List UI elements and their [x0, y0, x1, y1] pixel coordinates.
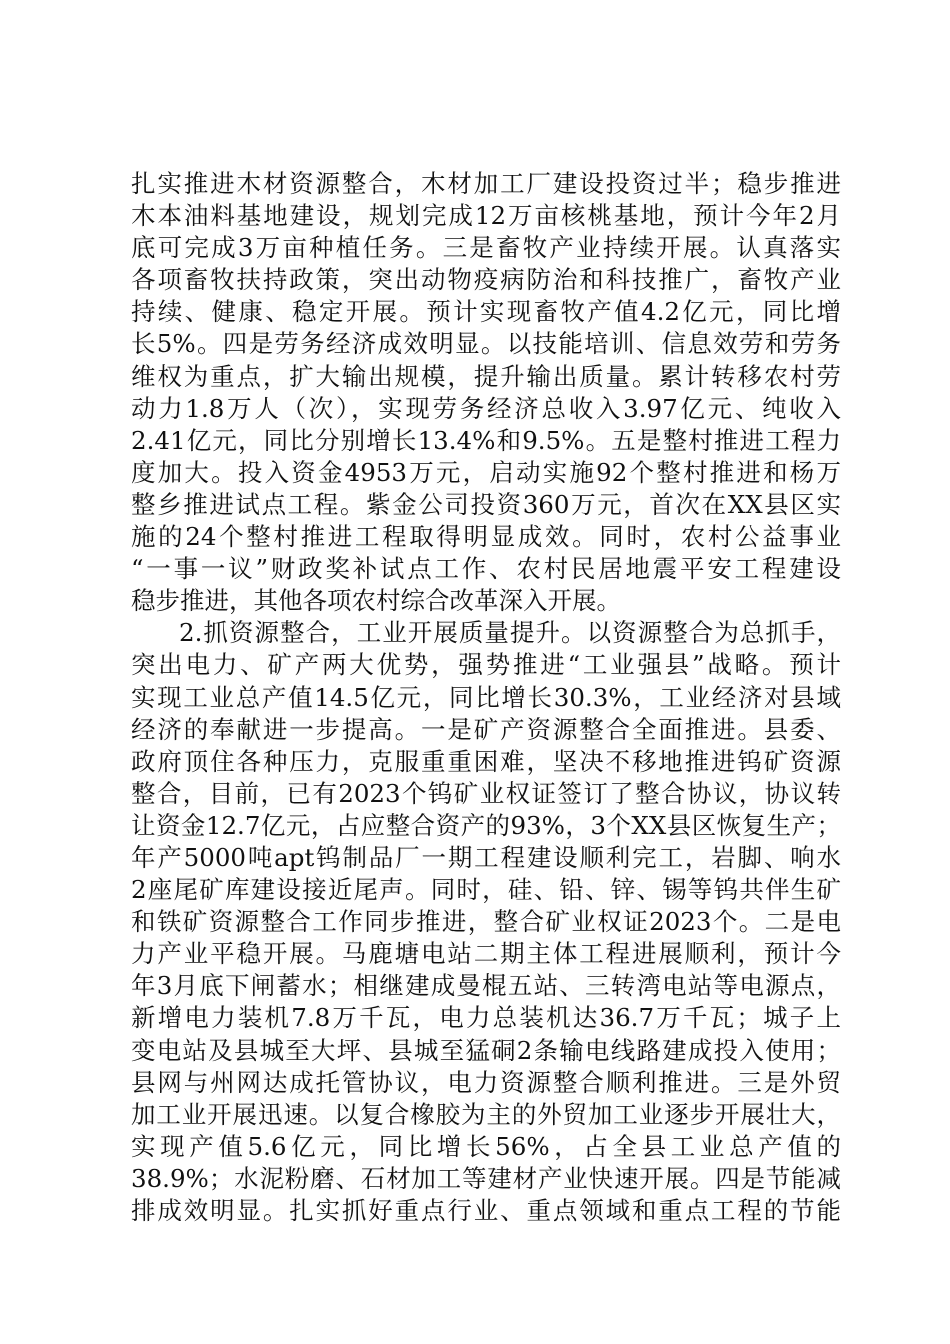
text-line: 实现产值5.6亿元，同比增长56%，占全县工业总产值的	[131, 1131, 841, 1161]
text-line: 县网与州网达成托管协议，电力资源整合顺利推进。三是外贸	[131, 1067, 841, 1097]
text-line: 整合，目前，已有2023个钨矿业权证签订了整合协议，协议转	[131, 778, 841, 808]
text-line: 经济的奉献进一步提高。一是矿产资源整合全面推进。县委、	[131, 714, 841, 744]
text-line: 各项畜牧扶持政策，突出动物疫病防治和科技推广，畜牧产业	[131, 265, 841, 295]
body-text	[131, 168, 841, 1227]
text-line: 力产业平稳开展。马鹿塘电站二期主体工程进展顺利，预计今	[131, 939, 841, 969]
text-line: 2.抓资源整合，工业开展质量提升。以资源整合为总抓手，	[179, 618, 841, 648]
text-line: 年3月底下闸蓄水；相继建成曼棍五站、三转湾电站等电源点，	[131, 971, 841, 1001]
text-line: 长5%。四是劳务经济成效明显。以技能培训、信息效劳和劳务	[131, 329, 841, 359]
text-line: 实现工业总产值14.5亿元，同比增长30.3%，工业经济对县域	[131, 682, 841, 712]
paragraph-1	[131, 168, 841, 617]
text-line: 38.9%；水泥粉磨、石材加工等建材产业快速开展。四是节能减	[131, 1163, 841, 1193]
text-line: “一事一议”财政奖补试点工作、农村民居地震平安工程建设	[131, 554, 841, 584]
text-line: 新增电力装机7.8万千瓦，电力总装机达36.7万千瓦；城子上	[131, 1003, 841, 1033]
paragraph-2	[131, 617, 841, 1227]
text-line: 木本油料基地建设，规划完成12万亩核桃基地，预计今年2月	[131, 201, 841, 231]
text-line: 整乡推进试点工程。紫金公司投资360万元，首次在XX县区实	[131, 489, 841, 519]
text-line: 底可完成3万亩种植任务。三是畜牧产业持续开展。认真落实	[131, 233, 841, 263]
text-line: 扎实推进木材资源整合，木材加工厂建设投资过半；稳步推进	[131, 169, 841, 198]
text-line: 持续、健康、稳定开展。预计实现畜牧产值4.2亿元，同比增	[131, 297, 841, 327]
text-line: 2座尾矿库建设接近尾声。同时，硅、铅、锌、锡等钨共伴生矿	[131, 875, 841, 905]
text-line: 排成效明显。扎实抓好重点行业、重点领域和重点工程的节能	[131, 1196, 841, 1225]
text-line: 政府顶住各种压力，克服重重困难，坚决不移地推进钨矿资源	[131, 746, 841, 776]
text-line: 维权为重点，扩大输出规模，提升输出质量。累计转移农村劳	[131, 361, 841, 391]
text-line: 加工业开展迅速。以复合橡胶为主的外贸加工业逐步开展壮大，	[131, 1099, 841, 1129]
text-line: 和铁矿资源整合工作同步推进，整合矿业权证2023个。二是电	[131, 907, 841, 937]
text-line: 施的24个整村推进工程取得明显成效。同时，农村公益事业	[131, 522, 841, 552]
text-line: 2.41亿元，同比分别增长13.4%和9.5%。五是整村推进工程力	[131, 425, 841, 455]
text-line: 年产5000吨apt钨制品厂一期工程建设顺利完工，岩脚、响水	[131, 842, 841, 872]
text-line: 突出电力、矿产两大优势，强势推进“工业强县”战略。预计	[131, 650, 841, 680]
text-line: 让资金12.7亿元，占应整合资产的93%，3个XX县区恢复生产；	[131, 810, 841, 840]
text-line: 度加大。投入资金4953万元，启动实施92个整村推进和杨万	[131, 457, 841, 487]
text-line: 动力1.8万人（次），实现劳务经济总收入3.97亿元、纯收入	[131, 393, 841, 423]
text-line: 变电站及县城至大坪、县城至猛硐2条输电线路建成投入使用；	[131, 1035, 841, 1065]
text-line: 稳步推进，其他各项农村综合改革深入开展。	[131, 586, 621, 616]
